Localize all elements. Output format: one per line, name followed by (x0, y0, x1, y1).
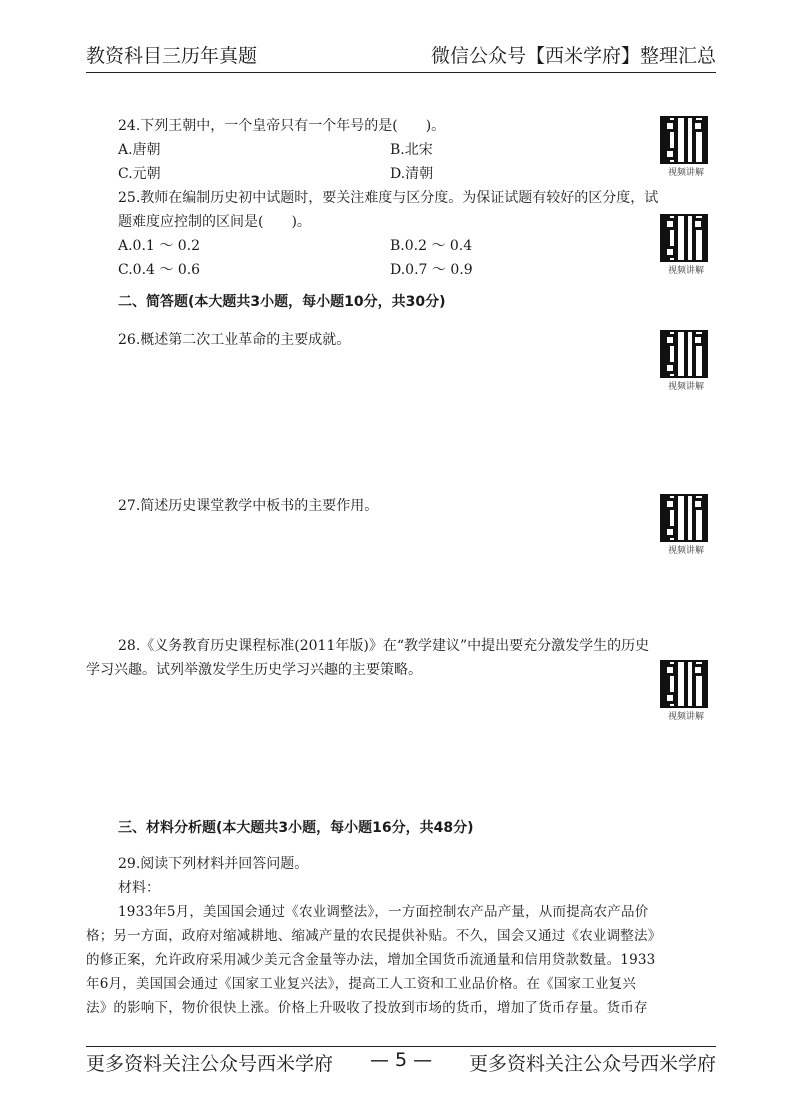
q25-option-d: D.0.7 ～ 0.9 (390, 262, 473, 278)
q25-option-a: A.0.1 ～ 0.2 (118, 238, 200, 254)
q24-video-qr[interactable] (660, 116, 712, 178)
q25-stem-line2: 题难度应控制的区间是( )。 (118, 214, 311, 230)
q26-stem: 26.概述第二次工业革命的主要成就。 (118, 332, 351, 348)
q24-option-c: C.元朝 (118, 166, 161, 182)
header-right-title: 微信公众号【西米学府】整理汇总 (430, 45, 716, 67)
page-number: — 5 — (370, 1049, 433, 1071)
q26-video-qr[interactable] (660, 330, 712, 392)
q28-video-qr[interactable] (660, 660, 712, 722)
q29-material-line: 法》的影响下，物价很快上涨。价格上升吸收了投放到市场的货币，增加了货币存量。货币存 (86, 1000, 648, 1016)
qr-label: 视频讲解 (667, 382, 704, 392)
q28-stem-line2: 学习兴趣。试列举激发学生历史学习兴趣的主要策略。 (86, 662, 422, 678)
qr-label: 视频讲解 (667, 266, 704, 276)
section-2-heading: 二、简答题(本大题共3小题，每小题10分，共30分) (118, 294, 446, 310)
q29-material-line: 格；另一方面，政府对缩减耕地、缩减产量的农民提供补贴。不久，国会又通过《农业调整法》 (86, 928, 662, 944)
q24-option-d: D.清朝 (390, 166, 434, 182)
qr-code-icon (660, 214, 708, 262)
qr-label: 视频讲解 (667, 168, 704, 178)
q24-option-b: B.北宋 (390, 142, 433, 158)
page-header (86, 44, 716, 73)
q24-stem: 24.下列王朝中，一个皇帝只有一个年号的是( )。 (118, 118, 446, 134)
q27-stem: 27.简述历史课堂教学中板书的主要作用。 (118, 498, 379, 514)
qr-code-icon (660, 330, 708, 378)
header-left-title: 教资科目三历年真题 (86, 45, 258, 67)
footer-right-note: 更多资料关注公众号西米学府 (468, 1053, 716, 1075)
qr-label: 视频讲解 (667, 712, 704, 722)
qr-code-icon (660, 116, 708, 164)
q28-stem-line1: 28.《义务教育历史课程标准(2011年版)》在“教学建议”中提出要充分激发学生的历史 (118, 638, 650, 654)
q25-stem-line1: 25.教师在编制历史初中试题时，要关注难度与区分度。为保证试题有较好的区分度，试 (118, 190, 659, 206)
q25-option-b: B.0.2 ～ 0.4 (390, 238, 473, 254)
q29-material-line: 年6月，美国国会通过《国家工业复兴法》，提高工人工资和工业品价格。在《国家工业复兴 (86, 976, 637, 992)
qr-code-icon (660, 494, 708, 542)
qr-code-icon (660, 660, 708, 708)
page-footer (86, 1046, 716, 1073)
q29-material-label: 材料： (118, 880, 160, 896)
qr-label: 视频讲解 (667, 546, 704, 556)
footer-left-note: 更多资料关注公众号西米学府 (86, 1053, 334, 1075)
q29-material-line: 1933年5月，美国国会通过《农业调整法》，一方面控制农产品产量，从而提高农产品价 (118, 904, 649, 920)
q25-video-qr[interactable] (660, 214, 712, 276)
q29-material-line: 的修正案，允许政府采用减少美元含金量等办法，增加全国货币流通量和信用贷款数量。1933 (86, 952, 656, 968)
section-3-heading: 三、材料分析题(本大题共3小题，每小题16分，共48分) (118, 820, 474, 836)
q29-stem: 29.阅读下列材料并回答问题。 (118, 856, 309, 872)
q24-option-a: A.唐朝 (118, 142, 161, 158)
q27-video-qr[interactable] (660, 494, 712, 556)
q25-option-c: C.0.4 ～ 0.6 (118, 262, 201, 278)
